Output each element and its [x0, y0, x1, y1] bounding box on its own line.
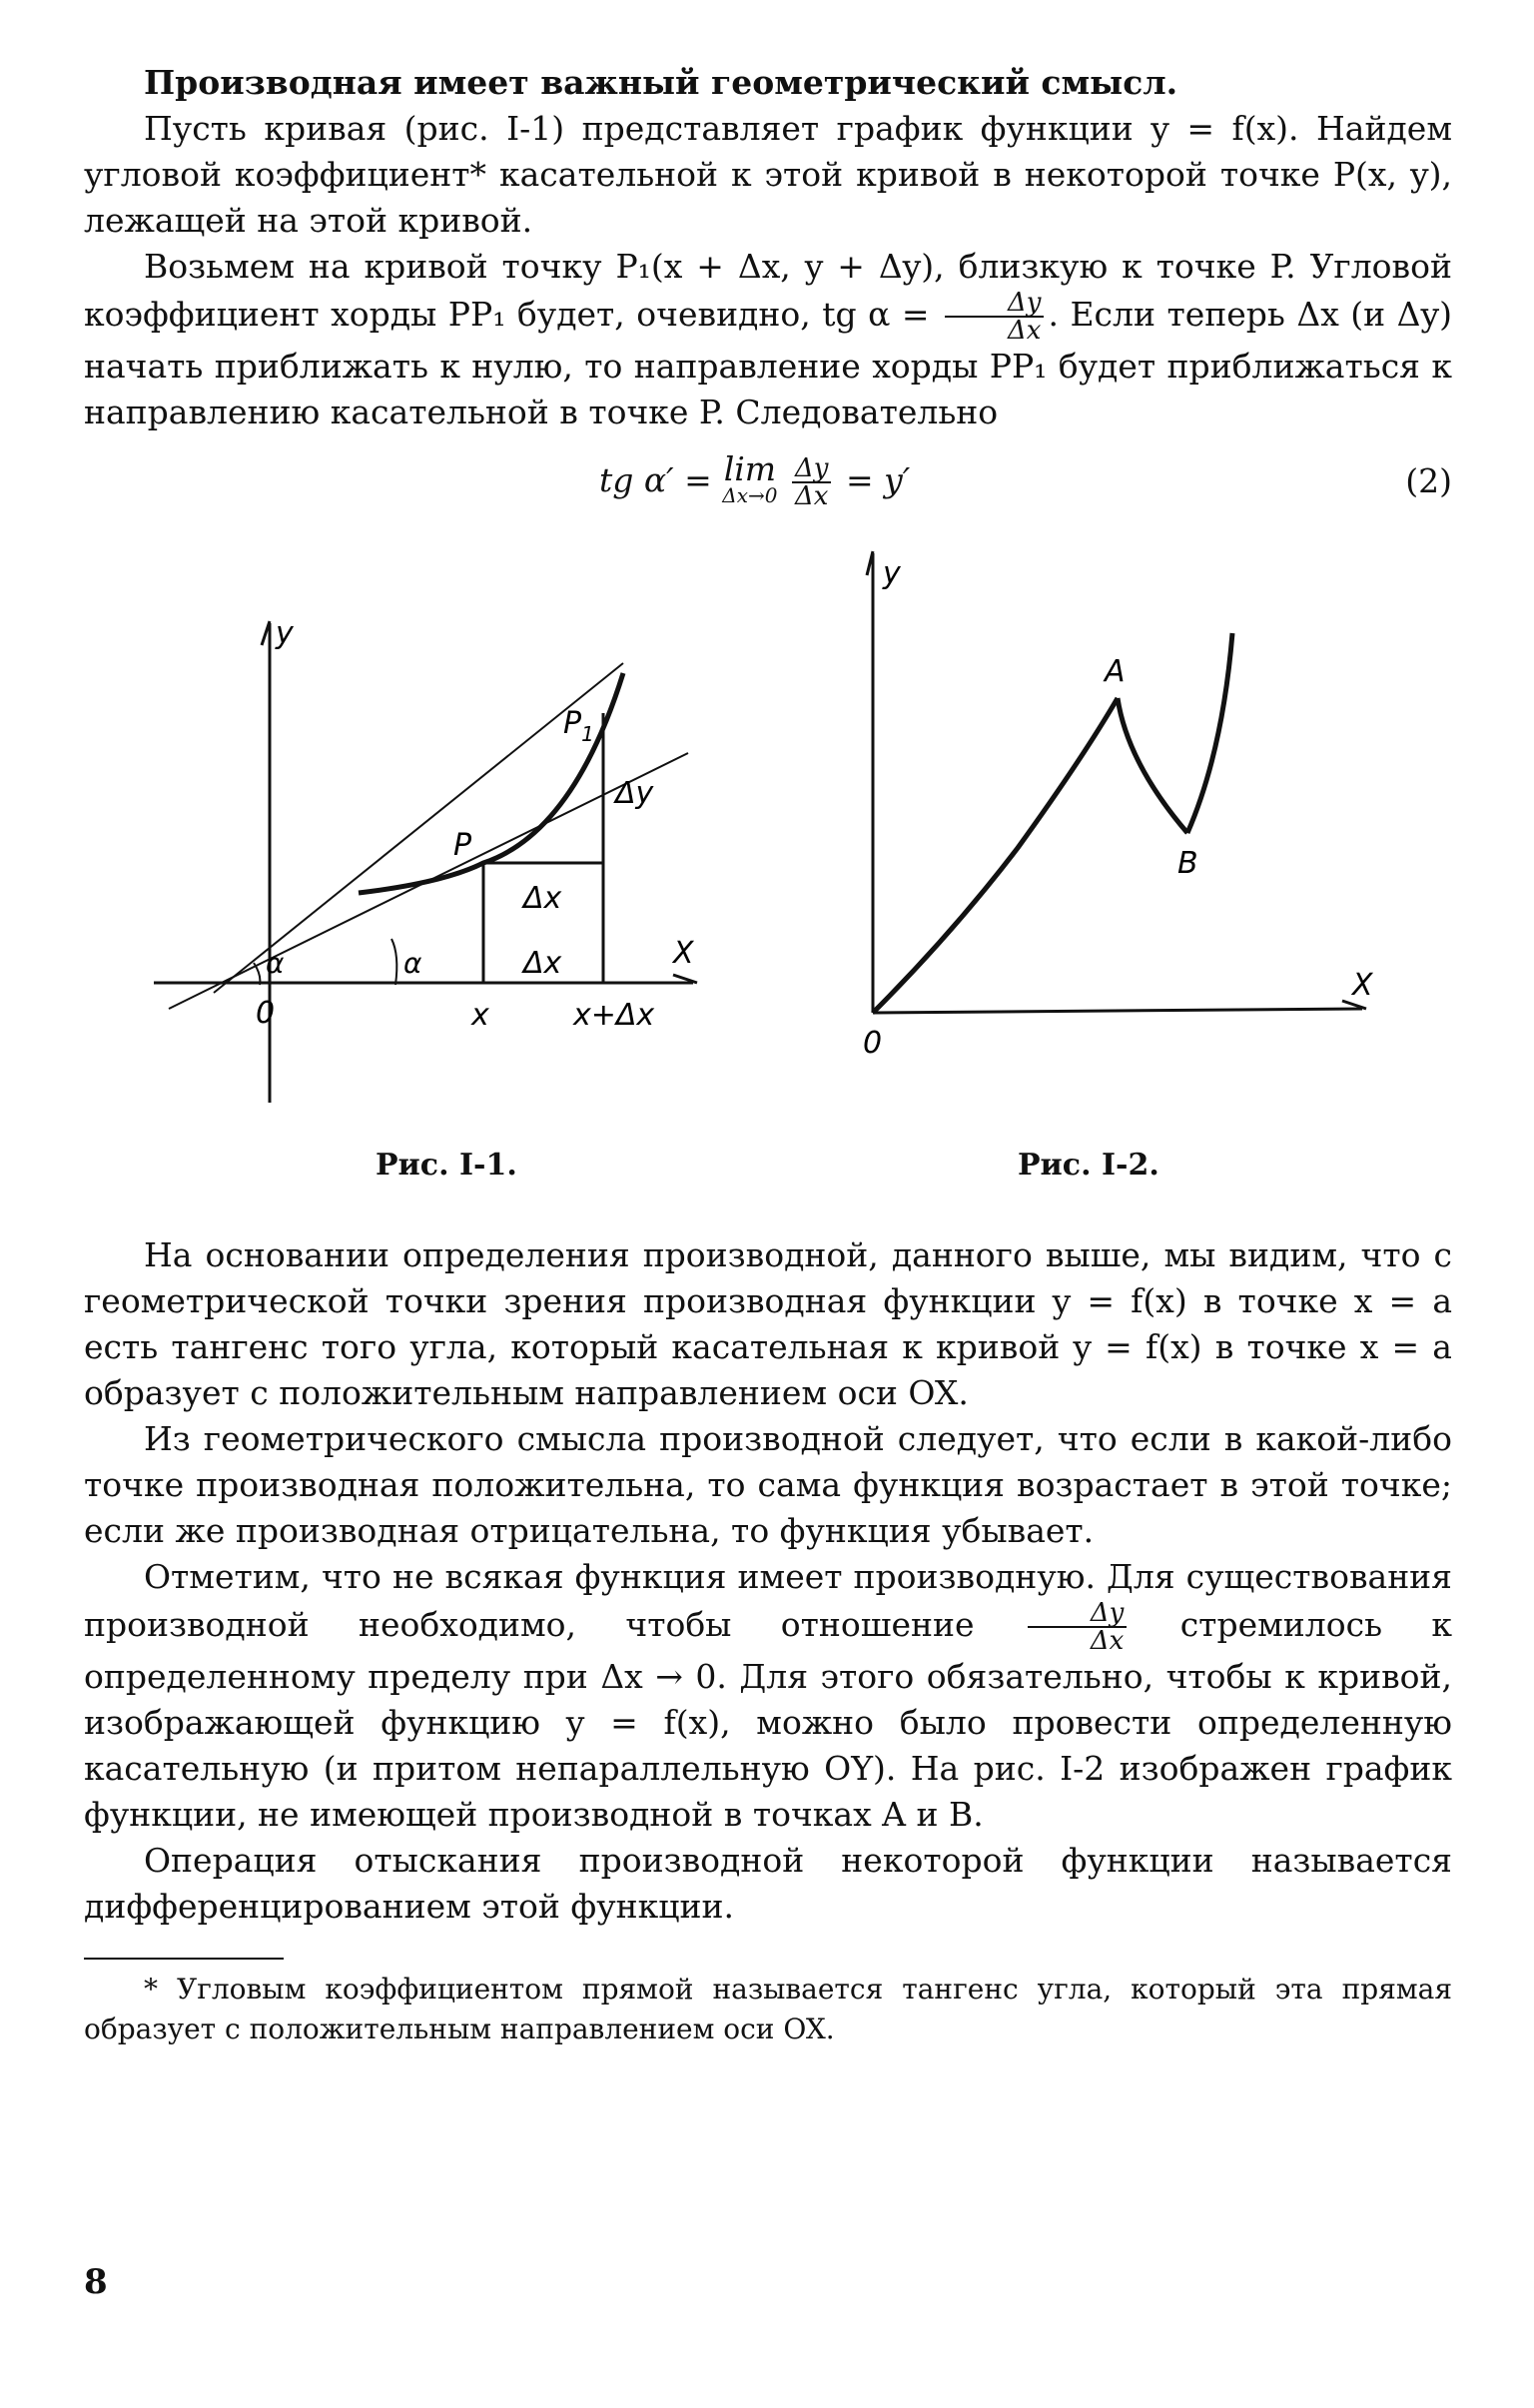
- fig1-label-alpha-1: α: [266, 947, 285, 980]
- fig2-x-axis: [873, 1009, 1362, 1013]
- paragraph-6: [84, 1554, 1452, 1838]
- fig1-tangent: [169, 753, 688, 1009]
- fig1-angle-arc-2: [391, 939, 396, 985]
- fraction-denominator: Δx: [1008, 316, 1042, 346]
- footnote-divider: [84, 1958, 284, 1960]
- page-body: [84, 60, 1452, 2049]
- fig1-curve: [359, 673, 623, 893]
- paragraph-6-part-a: Отметим, что не всякая функция имеет производную. Для существования производной необходимо, чтобы отношение: [84, 1557, 1452, 1644]
- formula-limit: [722, 449, 778, 508]
- formula-lim-word: lim: [723, 449, 777, 488]
- figures-row: [84, 533, 1452, 1382]
- footnote: * Угловым коэффициентом прямой называется тангенс угла, который эта прямая образует с положительным направлением оси OX.: [84, 1973, 1452, 2045]
- fig1-label-dx-top: Δx: [523, 881, 562, 916]
- fig1-label-dx-bottom: Δx: [523, 946, 562, 981]
- formula-lhs: tg α′ =: [599, 460, 712, 499]
- fig1-label-origin: 0: [256, 996, 276, 1031]
- formula-numerator: Δy: [792, 455, 831, 483]
- figure-2-caption: Рис. I-2.: [1018, 1148, 1159, 1183]
- figure-1-caption: Рис. I-1.: [376, 1148, 517, 1183]
- paragraph-7: Операция отыскания производной некоторой функции называется дифференцированием этой функции.: [84, 1841, 1452, 1926]
- fig1-label-dy: Δy: [615, 776, 654, 811]
- ratio-dy-dx: [1028, 1600, 1127, 1654]
- paragraph-3-part-b: . Если теперь Δx (и Δy) начать приближать к нулю, то направление хорды PP₁ будет приближаться к направлению касательной в точке P. Следовательно: [84, 295, 1452, 431]
- fig1-secant: [214, 663, 623, 993]
- fig2-label-b: B: [1177, 846, 1198, 881]
- fig2-label-a: A: [1105, 654, 1126, 689]
- fig1-label-xdx-tick: x+Δx: [573, 998, 655, 1033]
- paragraph-1: Производная имеет важный геометрический смысл.: [144, 63, 1178, 102]
- ratio-numerator: Δy: [1028, 1600, 1127, 1628]
- formula-denominator: Δx: [795, 481, 829, 511]
- formula-2: [84, 443, 1452, 533]
- paragraph-5: Из геометрического смысла производной следует, что если в какой-либо точке производная положительна, то сама функция возрастает в этой точке; если же производная отрицательна, то функция убывает.: [84, 1419, 1452, 1550]
- figure-2: [843, 533, 1402, 1093]
- derivative-formula: [599, 449, 911, 511]
- paragraph-2: Пусть кривая (рис. I-1) представляет график функции y = f(x). Найдем угловой коэффициент* касательной к этой кривой в некоторой точке P(x, y), лежащей на этой кривой.: [84, 109, 1452, 240]
- formula-rhs: = y′: [845, 460, 911, 499]
- paragraph-3: [84, 244, 1452, 435]
- fig2-curve-rising: [873, 698, 1118, 1013]
- formula-fraction: [792, 455, 831, 509]
- fig1-label-x-axis: X: [673, 936, 694, 971]
- equation-number: (2): [1405, 461, 1452, 500]
- fig1-label-p1-subscript: 1: [581, 722, 594, 746]
- fig1-label-y: y: [276, 616, 294, 651]
- paragraph-6-part-b: стремилось к определенному пределу при Δx → 0. Для этого обязательно, чтобы к кривой, изображающей функцию y = f(x), можно было провести определенную касательную (и притом непараллельную OY). На рис. I-2 изображен график функции, не имеющей производной в точках A и B.: [84, 1605, 1453, 1834]
- fig1-label-p1: [563, 706, 594, 746]
- ratio-denominator: Δx: [1090, 1626, 1125, 1656]
- fig2-curve-cusp-a: [1118, 698, 1187, 833]
- page-number: 8: [84, 2262, 108, 2302]
- fig2-label-x-axis: X: [1352, 968, 1373, 1003]
- fig2-curve-cusp-b: [1187, 633, 1232, 833]
- fig1-label-x-tick: x: [471, 998, 489, 1033]
- fig1-label-p1-letter: P: [563, 706, 582, 741]
- paragraph-3-part-a: Возьмем на кривой точку P₁(x + Δx, y + Δy), близкую к точке P. Угловой коэффициент хорды PP₁ будет, очевидно, tg α =: [84, 247, 1452, 334]
- fraction-numerator: Δy: [945, 290, 1044, 318]
- fig2-label-y: y: [883, 556, 901, 591]
- formula-lim-subscript: Δx→0: [722, 483, 778, 507]
- fig1-label-alpha-2: α: [403, 947, 422, 980]
- fraction-dy-dx: [945, 290, 1044, 344]
- figure-1: [154, 563, 793, 1123]
- fig2-label-origin: 0: [863, 1026, 883, 1061]
- fig1-label-p: P: [453, 828, 472, 863]
- paragraph-4: На основании определения производной, данного выше, мы видим, что с геометрической точки зрения производная функции y = f(x) в точке x = a есть тангенс того угла, который касательная к кривой y = f(x) в точке x = a образует с положительным направлением оси OX.: [84, 1235, 1452, 1412]
